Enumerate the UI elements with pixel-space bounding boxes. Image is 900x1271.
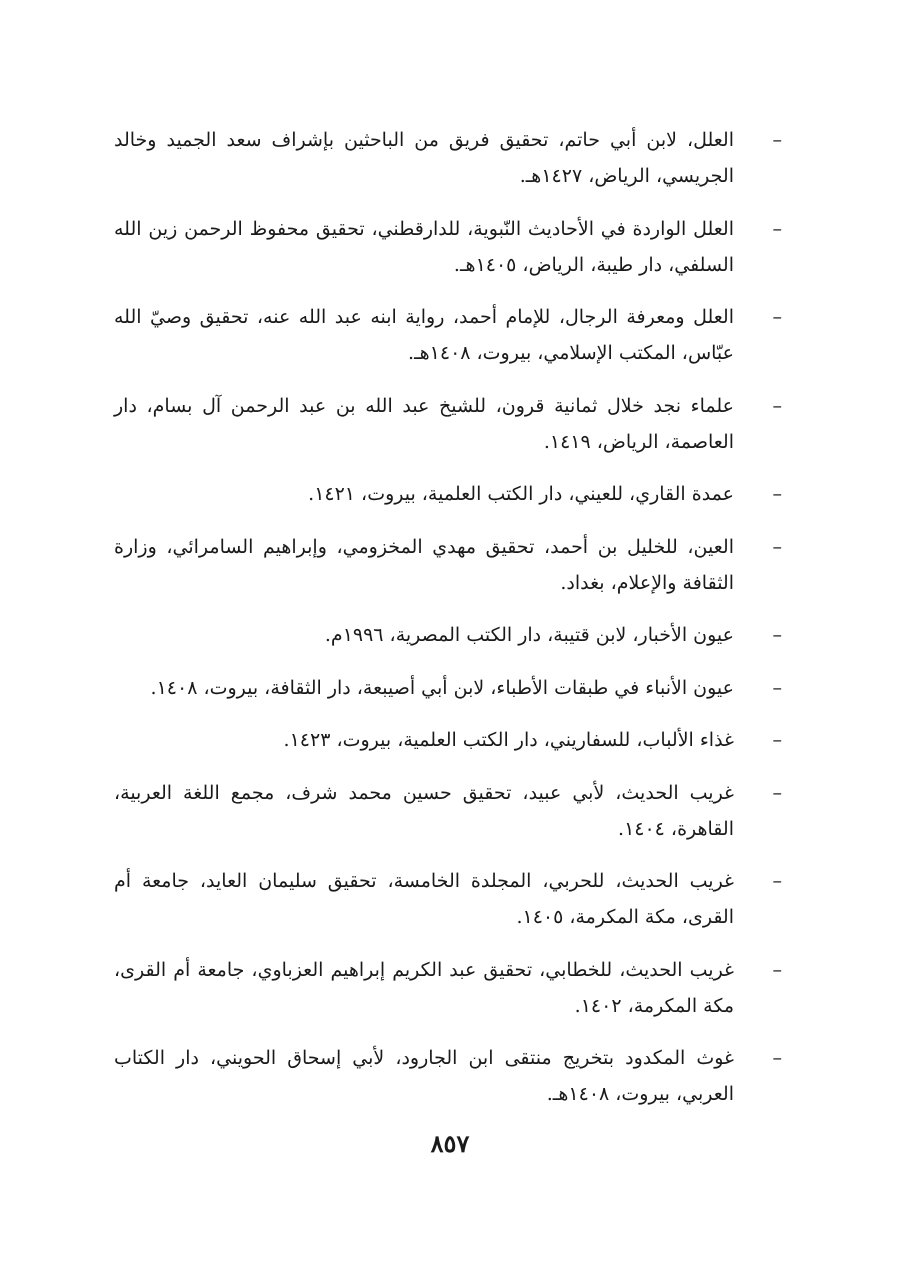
entry-dash: – [772, 217, 782, 240]
entry-dash: – [772, 483, 782, 505]
entry-text: عمدة القاري، للعيني، دار الكتب العلمية، بيروت، ١٤٢١. [308, 483, 734, 505]
page-number: ٨٥٧ [430, 1129, 470, 1158]
bibliography-entry [114, 722, 782, 758]
entry-text: العلل، لابن أبي حاتم، تحقيق فريق من الباحثين بإشراف سعد الجميد وخالد الجريسي، الرياض، ١٤٢٧هـ. [114, 129, 734, 187]
entry-dash: – [772, 394, 782, 417]
entry-text: عيون الأخبار، لابن قتيبة، دار الكتب المصرية، ١٩٩٦م. [324, 624, 734, 646]
bibliography-list [114, 122, 782, 1129]
entry-text: العين، للخليل بن أحمد، تحقيق مهدي المخزومي، وإبراهيم السامرائي، وزارة الثقافة والإعلام، بغداد. [114, 535, 734, 594]
bibliography-entry [114, 476, 782, 512]
bibliography-entry [114, 211, 782, 283]
entry-dash: – [772, 306, 782, 328]
bibliography-entry [114, 952, 782, 1024]
bibliography-entry [114, 122, 782, 194]
entry-text: العلل ومعرفة الرجال، للإمام أحمد، رواية ابنه عبد الله عنه، تحقيق وصيّ الله عبّاس، المكتب الإسلامي، بيروت، ١٤٠٨هـ. [114, 306, 734, 364]
entry-dash: – [772, 535, 782, 558]
entry-text: علماء نجد خلال ثمانية قرون، للشيخ عبد الله بن عبد الرحمن آل بسام، دار العاصمة، الرياض، ١٤١٩. [114, 394, 734, 453]
bibliography-entry [114, 1040, 782, 1112]
entry-text: غذاء الألباب، للسفاريني، دار الكتب العلمية، بيروت، ١٤٢٣. [283, 729, 734, 751]
entry-text: غريب الحديث، للخطابي، تحقيق عبد الكريم إبراهيم العزباوي، جامعة أم القرى، مكة المكرمة، ١٤٠٢. [114, 958, 734, 1017]
entry-dash: – [772, 729, 782, 751]
entry-dash: – [772, 1047, 782, 1069]
entry-dash: – [772, 958, 782, 981]
entry-text: عيون الأنباء في طبقات الأطباء، لابن أبي أصيبعة، دار الثقافة، بيروت، ١٤٠٨. [150, 676, 734, 699]
bibliography-entry [114, 617, 782, 653]
entry-dash: – [772, 129, 782, 151]
bibliography-entry [114, 775, 782, 847]
entry-dash: – [772, 870, 782, 892]
entry-dash: – [772, 624, 782, 646]
bibliography-entry [114, 529, 782, 601]
bibliography-entry [114, 670, 782, 706]
bibliography-entry [114, 863, 782, 935]
entry-text: غريب الحديث، لأبي عبيد، تحقيق حسين محمد شرف، مجمع اللغة العربية، القاهرة، ١٤٠٤. [114, 781, 734, 840]
entry-text: غريب الحديث، للحربي، المجلدة الخامسة، تحقيق سليمان العايد، جامعة أم القرى، مكة المكرمة، ١٤٠٥. [114, 870, 734, 928]
entry-dash: – [772, 781, 782, 804]
entry-dash: – [772, 676, 782, 699]
bibliography-entry [114, 299, 782, 371]
bibliography-entry [114, 388, 782, 460]
entry-text: العلل الواردة في الأحاديث النّبوية، للدارقطني، تحقيق محفوظ الرحمن زين الله السلفي، دار طيبة، الرياض، ١٤٠٥هـ. [114, 217, 734, 276]
entry-text: غوث المكدود بتخريج منتقى ابن الجارود، لأبي إسحاق الحويني، دار الكتاب العربي، بيروت، ١٤٠٨هـ. [114, 1047, 734, 1105]
